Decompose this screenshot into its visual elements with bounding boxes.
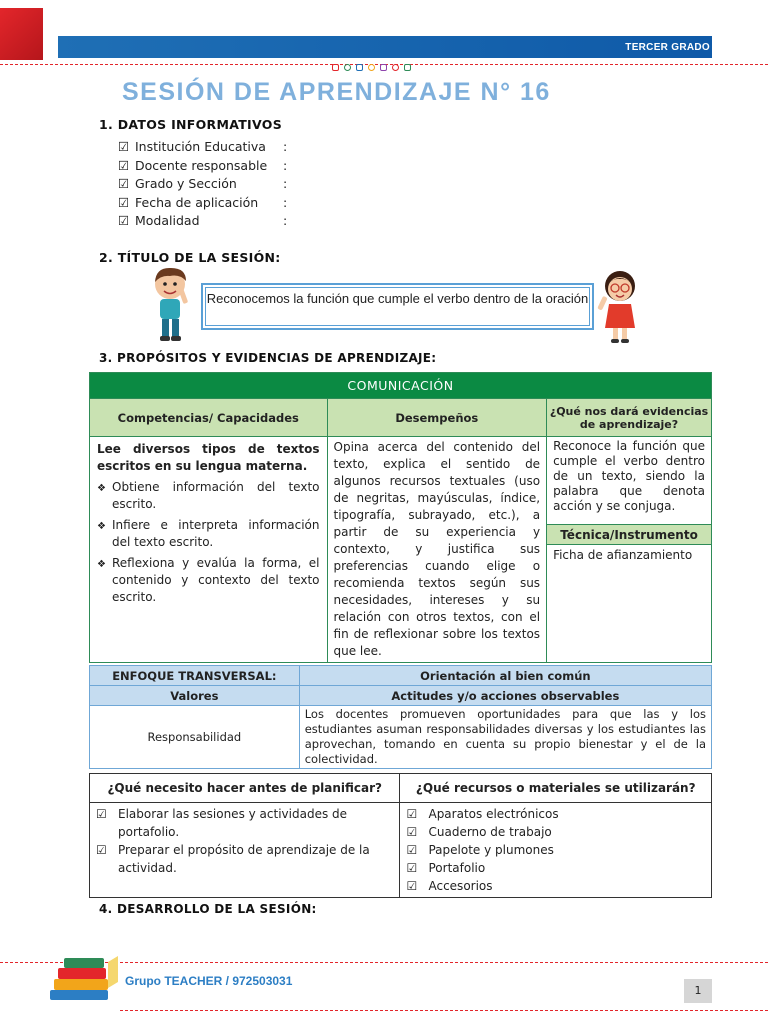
datos-row: ☑ Fecha de aplicación : xyxy=(118,194,287,213)
actitudes-header: Actitudes y/o acciones observables xyxy=(299,686,711,706)
valor-cell: Responsabilidad xyxy=(90,706,300,769)
boy-illustration-icon xyxy=(146,264,198,344)
capacidad-item: ❖ Obtiene información del texto escrito. xyxy=(97,480,320,511)
page-number: 1 xyxy=(684,979,712,1003)
datos-list xyxy=(118,138,287,231)
session-title-box xyxy=(201,283,594,330)
datos-row: ☑ Grado y Sección : xyxy=(118,175,287,194)
checkbox-icon: ☑ xyxy=(406,825,418,839)
checkbox-icon: ☑ xyxy=(96,807,107,821)
footer-brand: Grupo TEACHER / 972503031 xyxy=(125,974,293,988)
planning-right-list xyxy=(400,803,712,898)
planning-left-header: ¿Qué necesito hacer antes de planificar? xyxy=(90,774,400,803)
evidencia-cell: Reconoce la función que cumple el verbo dentro de un texto, siendo la palabra que denota acción y se conjuga. xyxy=(547,437,712,525)
enfoque-label: ENFOQUE TRANSVERSAL: xyxy=(90,666,300,686)
area-header: COMUNICACIÓN xyxy=(90,373,712,399)
tecnica-value: Ficha de afianzamiento xyxy=(547,545,712,663)
red-corner-block xyxy=(0,8,43,60)
checkbox-icon: ☑ xyxy=(118,213,130,228)
planning-table xyxy=(89,773,712,898)
col-desempenos: Desempeños xyxy=(327,399,547,437)
section-titulo-heading: 2. TÍTULO DE LA SESIÓN: xyxy=(99,250,281,265)
datos-row: ☑ Institución Educativa : xyxy=(118,138,287,157)
section-desarrollo-heading: 4. DESARROLLO DE LA SESIÓN: xyxy=(99,902,317,916)
diamond-bullet-icon: ❖ xyxy=(97,559,106,570)
planning-left-list xyxy=(90,803,400,898)
capacidad-item: ❖ Reflexiona y evalúa la forma, el contenido y contexto del texto escrito. xyxy=(97,556,320,604)
checkbox-icon: ☑ xyxy=(406,861,418,875)
planning-right-header: ¿Qué recursos o materiales se utilizarán? xyxy=(400,774,712,803)
decorative-shapes xyxy=(332,64,411,71)
checkbox-icon: ☑ xyxy=(406,843,418,857)
checkbox-icon: ☑ xyxy=(118,139,130,154)
list-item: ☑ Papelote y plumones xyxy=(406,843,554,857)
list-item: ☑ Portafolio xyxy=(406,861,486,875)
enfoque-table xyxy=(89,665,712,769)
diamond-bullet-icon: ❖ xyxy=(97,521,106,532)
checkbox-icon: ☑ xyxy=(406,879,418,893)
checkbox-icon: ☑ xyxy=(406,807,418,821)
enfoque-value: Orientación al bien común xyxy=(299,666,711,686)
list-item: ☑ Preparar el propósito de aprendizaje de la actividad. xyxy=(96,843,370,875)
col-evidencias: ¿Qué nos dará evidencias de aprendizaje? xyxy=(547,399,712,437)
footer-bottom-dashed-line xyxy=(120,1010,768,1011)
tecnica-header: Técnica/Instrumento xyxy=(547,525,712,545)
competencia-text: Lee diversos tipos de textos escritos en su lengua materna. xyxy=(97,442,320,473)
col-competencias: Competencias/ Capacidades xyxy=(90,399,328,437)
checkbox-icon: ☑ xyxy=(96,843,107,857)
checkbox-icon: ☑ xyxy=(118,176,130,191)
grade-label: TERCER GRADO xyxy=(625,42,710,53)
session-title: Reconocemos la función que cumple el verbo dentro de la oración xyxy=(205,287,590,326)
diamond-bullet-icon: ❖ xyxy=(97,483,106,494)
purpose-table xyxy=(89,372,712,663)
books-icon xyxy=(46,952,120,1004)
checkbox-icon: ☑ xyxy=(118,157,130,173)
actitud-cell: Los docentes promueven oportunidades para que las y los estudiantes asuman responsabilidades diversas y los estudiantes las aprovechan, tomando en cuenta su propio bienestar y el de la colectividad. xyxy=(299,706,711,769)
section-datos-heading: 1. DATOS INFORMATIVOS xyxy=(99,117,282,132)
capacidad-item: ❖ Infiere e interpreta información del texto escrito. xyxy=(97,518,320,549)
list-item: ☑ Aparatos electrónicos xyxy=(406,807,559,821)
desempeno-cell: Opina acerca del contenido del texto, explica el sentido de algunos recursos textuales (uso de negritas, mayúsculas, índice, tipografía, subrayado, etc.), a partir de su experiencia y contexto, y justifica sus preferencias cuando elige o recomienda textos según sus necesidades, intereses y su relación con otros textos, con el fin de reflexionar sobre los textos que lee. xyxy=(327,437,547,663)
list-item: ☑ Elaborar las sesiones y actividades de portafolio. xyxy=(96,807,348,839)
checkbox-icon: ☑ xyxy=(118,194,130,210)
list-item: ☑ Accesorios xyxy=(406,879,493,893)
header-bar xyxy=(58,36,712,58)
valores-header: Valores xyxy=(90,686,300,706)
datos-row: ☑ Modalidad : xyxy=(118,212,287,231)
list-item: ☑ Cuaderno de trabajo xyxy=(406,825,552,839)
girl-illustration-icon xyxy=(596,266,644,346)
section-propositos-heading: 3. PROPÓSITOS Y EVIDENCIAS DE APRENDIZAJE: xyxy=(99,351,437,365)
competencias-cell xyxy=(90,437,328,663)
page-title: SESIÓN DE APRENDIZAJE N° 16 xyxy=(122,78,551,106)
datos-row: ☑ Docente responsable : xyxy=(118,157,287,176)
